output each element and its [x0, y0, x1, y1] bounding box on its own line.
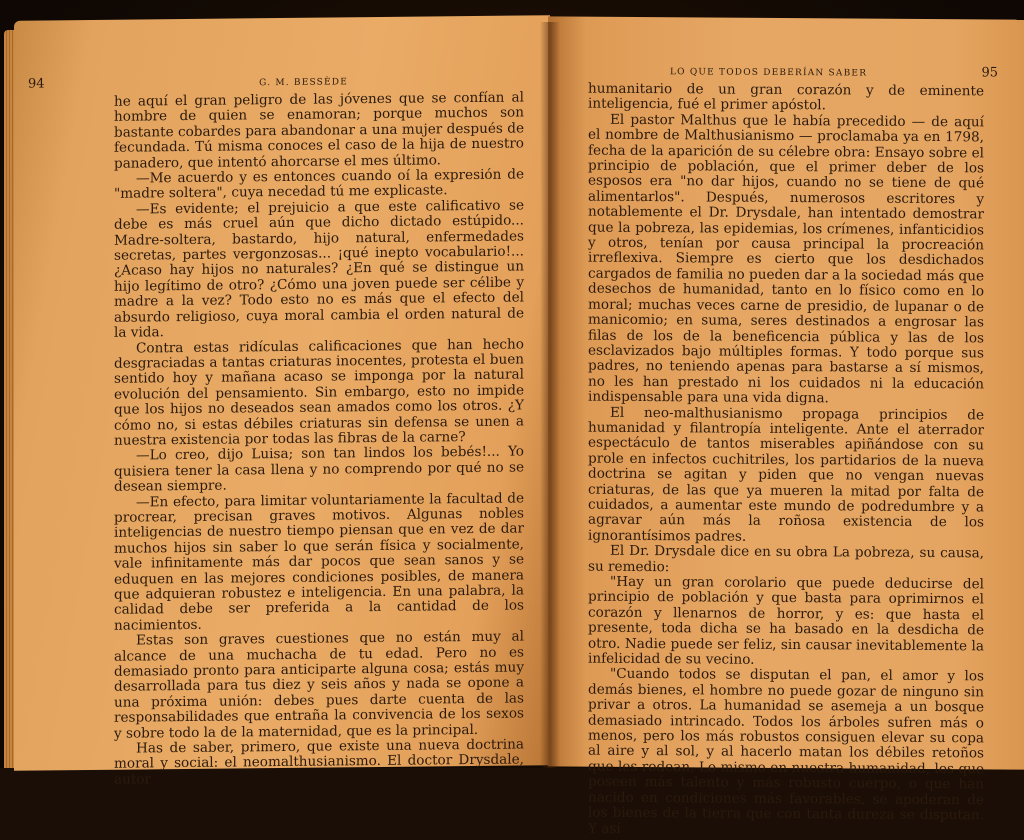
- paragraph: —Es evidente; el prejuicio a que este calificativo se debe es más cruel aún que dicho dictado estúpido... Madre-soltera, bastardo, hijo natural, enfermedades secretas, partes vergonzosas... ¡qué inepto vocabulario!... ¿Acaso hay hijos no naturales? ¿En qué se distingue un hijo legítimo de otro? ¿Cómo una joven puede ser célibe y madre a la vez? Todo esto no es más que el efecto del absurdo religioso, cuya moral cambia el orden natural de la vida.: [114, 197, 524, 341]
- left-page-header: [28, 73, 348, 91]
- right-page: [548, 16, 1024, 837]
- right-page-text: [588, 82, 984, 840]
- paragraph: he aquí el gran peligro de las jóvenes que se confían al hombre de quien se enamoran; porque muchos son bastante cobardes para abandonar a una mujer después de fecundada. Tú misma conoces el caso de la hija de nuestro panadero, que intentó ahorcarse el mes último.: [114, 89, 524, 172]
- paragraph: —Me acuerdo y es entonces cuando oí la expresión de "madre soltera", cuya necedad tú me explicaste.: [114, 166, 524, 203]
- paragraph: —En efecto, para limitar voluntariamente la facultad de procrear, precisan graves motivos. Algunas nobles inteligencias de nuestro tiempo piensan que en vez de dar muchos hijos sin saber lo que serán física y socialmente, vale infinitamente más dar pocos que sean sanos y se eduquen en las mejores condiciones posibles, de manera que adquieran robustez e inteligencia. En una palabra, la calidad debe ser preferida a la cantidad de los nacimientos.: [114, 490, 524, 634]
- paragraph: "Cuando todos se disputan el pan, el amor y los demás bienes, el hombre no puede gozar de ninguno sin privar a otros. La humanidad se asemeja a un bosque demasiado intrincado. Todos los árboles sufren más o menos, pero los más robustos consiguen elevar su copa al aire y al sol, y al hacerlo matan los débiles retoños que les rodean. Lo mismo en nuestra humanidad, los que poseen más talento y más robusto cuerpo, o que han nacido en condiciones más favorables, se apoderan de los bienes de la tierra que con tanta dureza se disputan. Y así: [588, 666, 984, 837]
- paragraph: —Lo creo, dijo Luisa; son tan lindos los bebés!... Yo quisiera tener la casa llena y no comprendo por qué no se desean siempre.: [114, 443, 524, 495]
- paragraph: Contra estas ridículas calificaciones que han hecho desgraciadas a tantas criaturas inocentes, protesta el buen sentido hoy y mañana acaso se imponga por la natural evolución del pensamiento. Sin embargo, esto no impide que los hijos no deseados sean amados como los otros. ¿Y cómo no, si estas débiles criaturas sin defensa se unen a nuestra existencia por todas las fibras de la carne?: [114, 335, 524, 449]
- paragraph: "Hay un gran corolario que puede deducirse del principio de población y que basta para oprimirnos el corazón y llenarnos de horror, y es: que hasta el presente, toda dicha se ha basado en la desdicha de otro. Nadie puede ser feliz, sin causar inevitablemente la infelicidad de su vecino.: [588, 573, 984, 668]
- paragraph: El neo-malthusianismo propaga principios de humanidad y filantropía inteligente. Ante el aterrador espectáculo de tantos miserables apiñándose con su prole en infectos cuchitriles, los partidarios de la nueva doctrina se agitan y piden que no vengan nuevas criaturas, de las que ya mueren la mitad por falta de cuidados, a aumentar este mundo de podredumbre y a agravar aún más la roñosa existencia de los ignorantísimos padres.: [588, 404, 984, 545]
- right-page-number: 95: [981, 65, 998, 81]
- paragraph: Has de saber, primero, que existe una nueva doctrina moral y social: el neomalthusianismo. El doctor Drysdale, autor: [114, 736, 524, 788]
- left-page: [14, 15, 550, 788]
- paragraph: humanitario de un gran corazón y de eminente inteligencia, fué el primer apóstol.: [588, 80, 984, 114]
- left-page-number: 94: [28, 76, 45, 92]
- book-gutter: [540, 22, 560, 768]
- paragraph: Estas son graves cuestiones que no están muy al alcance de una muchacha de tu edad. Pero no es demasiado pronto para anticiparte alguna cosa; estás muy desarrollada para tus diez y seis años y nada se opone a una próxima unión: debes pues darte cuenta de las responsabilidades que entraña la convivencia de los sexos y sobre todo la de la maternidad, que es la principal.: [114, 628, 524, 742]
- left-page-text: [114, 90, 524, 788]
- right-running-head: LO QUE TODOS DEBERÍAN SABER: [670, 67, 868, 79]
- paragraph: El pastor Malthus que le había precedido — de aquí el nombre de Malthusianismo — proclamaba ya en 1798, fecha de la aparición de su célebre obra: Ensayo sobre el principio de población, que el primer deber de los esposos era "no dar hijos, cuando no se tiene de qué alimentarlos". Después, numerosos escritores y notablemente el Dr. Drysdale, han intentado demostrar que la pobreza, las epidemias, los crímenes, infanticidios y otros, tenían por causa principal la procreación irreflexiva. Siempre es cierto que los desdichados cargados de familia no pueden dar a la sociedad más que desechos de humanidad, tanto en lo físico como en lo moral; muchas veces carne de presidio, de lupanar o de manicomio; en suma, seres destinados a engrosar las filas de los de la beneficencia pública y las de los esclavizados bajo múltiples formas. Y todo porque sus padres, no teniendo apenas para bastarse a sí mismos, no les han prestado ni los cuidados ni la educación indispensable para una vida digna.: [588, 111, 984, 407]
- paragraph: El Dr. Drysdale dice en su obra La pobreza, su causa, su remedio:: [588, 542, 984, 575]
- left-running-head: G. M. BESSÈDE: [259, 77, 348, 89]
- right-page-header: [670, 63, 998, 80]
